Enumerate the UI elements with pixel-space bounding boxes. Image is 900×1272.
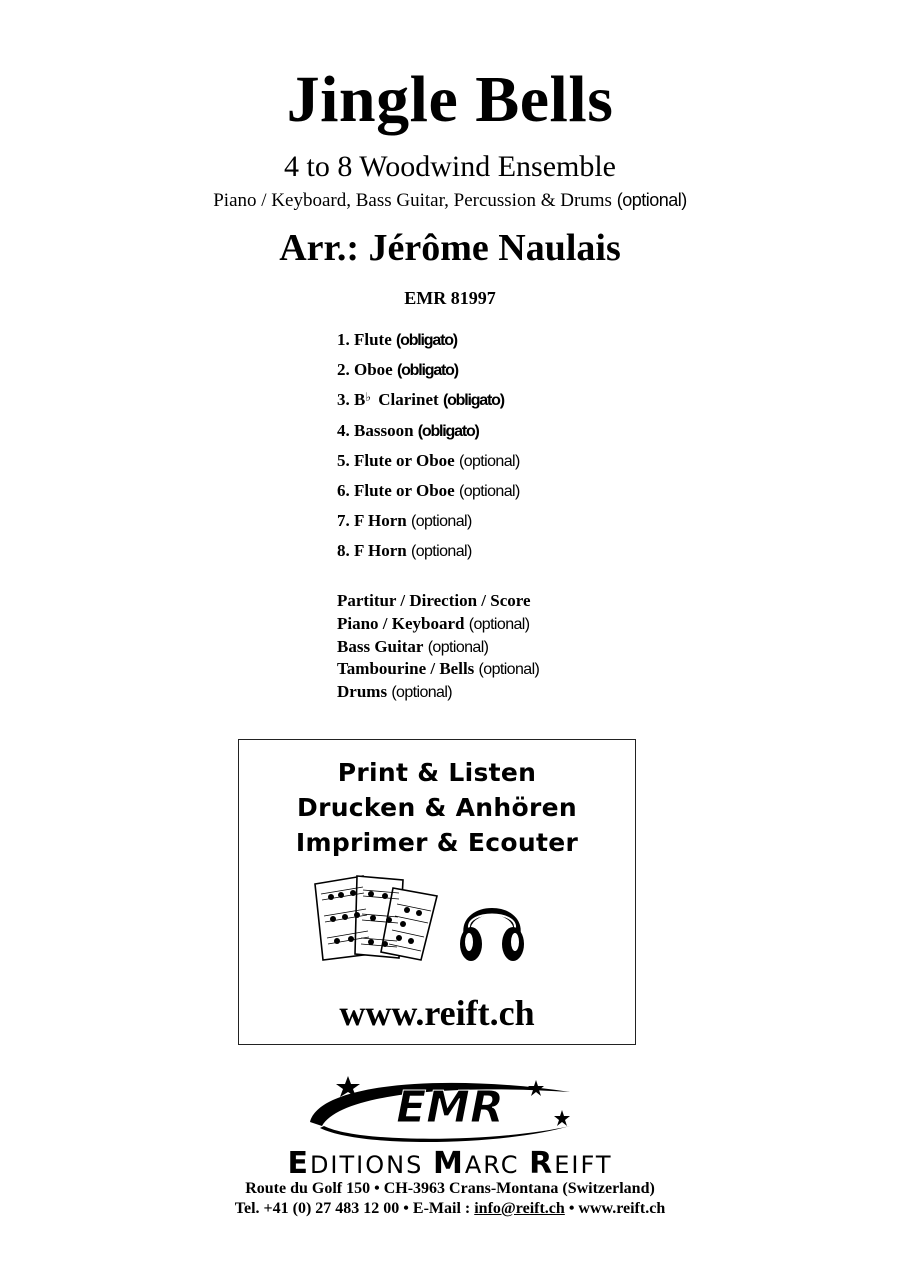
part-name: 7. F Horn (337, 511, 407, 531)
part-item (337, 479, 520, 509)
part-name-suffix: Clarinet (374, 390, 439, 410)
catalog-number: EMR 81997 (404, 288, 496, 308)
extra-part-name: Tambourine / Bells (337, 659, 475, 679)
publisher-word-2: ARC (464, 1151, 530, 1179)
publisher-initial-m: M (432, 1146, 465, 1181)
part-item (337, 449, 520, 479)
instrument-line-optional: (optional) (616, 190, 687, 210)
part-item (337, 358, 520, 388)
part-item (337, 388, 520, 418)
extra-parts-list (337, 590, 539, 704)
extra-part-tag: (optional) (427, 638, 489, 656)
extra-part-name: Drums (337, 682, 388, 702)
instrument-line (0, 190, 900, 212)
part-name: 8. F Horn (337, 541, 407, 561)
promo-line-english: Print & Listen (337, 758, 537, 787)
publisher-initial-e: E (287, 1146, 310, 1181)
extra-part-tag: (optional) (478, 661, 540, 679)
extra-part-name: Piano / Keyboard (337, 613, 465, 633)
part-tag: (optional) (410, 543, 472, 561)
publisher-initial-r: R (529, 1146, 555, 1181)
publisher-word-3: EIFT (554, 1151, 613, 1179)
flat-symbol: ♭ (365, 390, 372, 405)
part-name: 4. Bassoon (337, 420, 414, 440)
part-tag: (obligato) (442, 392, 504, 410)
extra-part-item (337, 636, 539, 659)
sheet-music-icon (311, 870, 441, 962)
extra-part-item (337, 613, 539, 636)
extra-part-name: Partitur / Direction / Score (337, 591, 531, 610)
extra-part-item (337, 590, 539, 613)
arranger: Arr.: Jérôme Naulais (279, 227, 621, 269)
part-name-prefix: 3. B (337, 390, 366, 410)
contact-email-link[interactable]: info@reift.ch (474, 1200, 565, 1217)
publisher-address: Route du Golf 150 • CH-3963 Crans-Montana (Switzerland) (245, 1180, 655, 1197)
extra-part-tag: (optional) (468, 615, 530, 633)
extra-part-item (337, 658, 539, 681)
publisher-name (0, 1146, 900, 1181)
promo-line-german: Drucken & Anhören (297, 793, 577, 822)
part-tag: (obligato) (396, 362, 458, 380)
part-tag: (obligato) (417, 422, 479, 440)
part-item (337, 539, 520, 569)
part-item (337, 328, 520, 358)
emr-logo (300, 1070, 590, 1150)
part-tag: (optional) (458, 452, 520, 470)
publisher-contact (0, 1200, 900, 1218)
part-tag: (optional) (410, 513, 472, 531)
contact-phone: Tel. +41 (0) 27 483 12 00 • E-Mail : (234, 1200, 475, 1217)
promo-line-french: Imprimer & Ecouter (295, 828, 579, 857)
headphones-icon (457, 890, 527, 966)
part-item (337, 509, 520, 539)
part-tag: (obligato) (396, 332, 457, 349)
contact-website: • www.reift.ch (564, 1200, 666, 1217)
extra-part-tag: (optional) (391, 684, 453, 702)
part-name: 2. Oboe (337, 360, 393, 380)
promo-website: www.reift.ch (339, 993, 535, 1033)
part-name: 6. Flute or Oboe (337, 480, 455, 500)
extra-part-name: Bass Guitar (337, 636, 424, 656)
part-tag: (optional) (458, 482, 520, 500)
subtitle: 4 to 8 Woodwind Ensemble (283, 150, 616, 183)
emr-logo-text: EMR (396, 1082, 504, 1133)
part-item (337, 419, 520, 449)
parts-list (337, 328, 520, 570)
extra-part-item (337, 681, 539, 704)
part-name: 1. Flute (337, 330, 392, 349)
title: Jingle Bells (286, 63, 614, 136)
publisher-word-1: DITIONS (309, 1151, 433, 1179)
part-name: 5. Flute or Oboe (337, 450, 455, 470)
print-listen-box (238, 739, 636, 1045)
instrument-line-text: Piano / Keyboard, Bass Guitar, Percussion & Drums (213, 190, 612, 211)
